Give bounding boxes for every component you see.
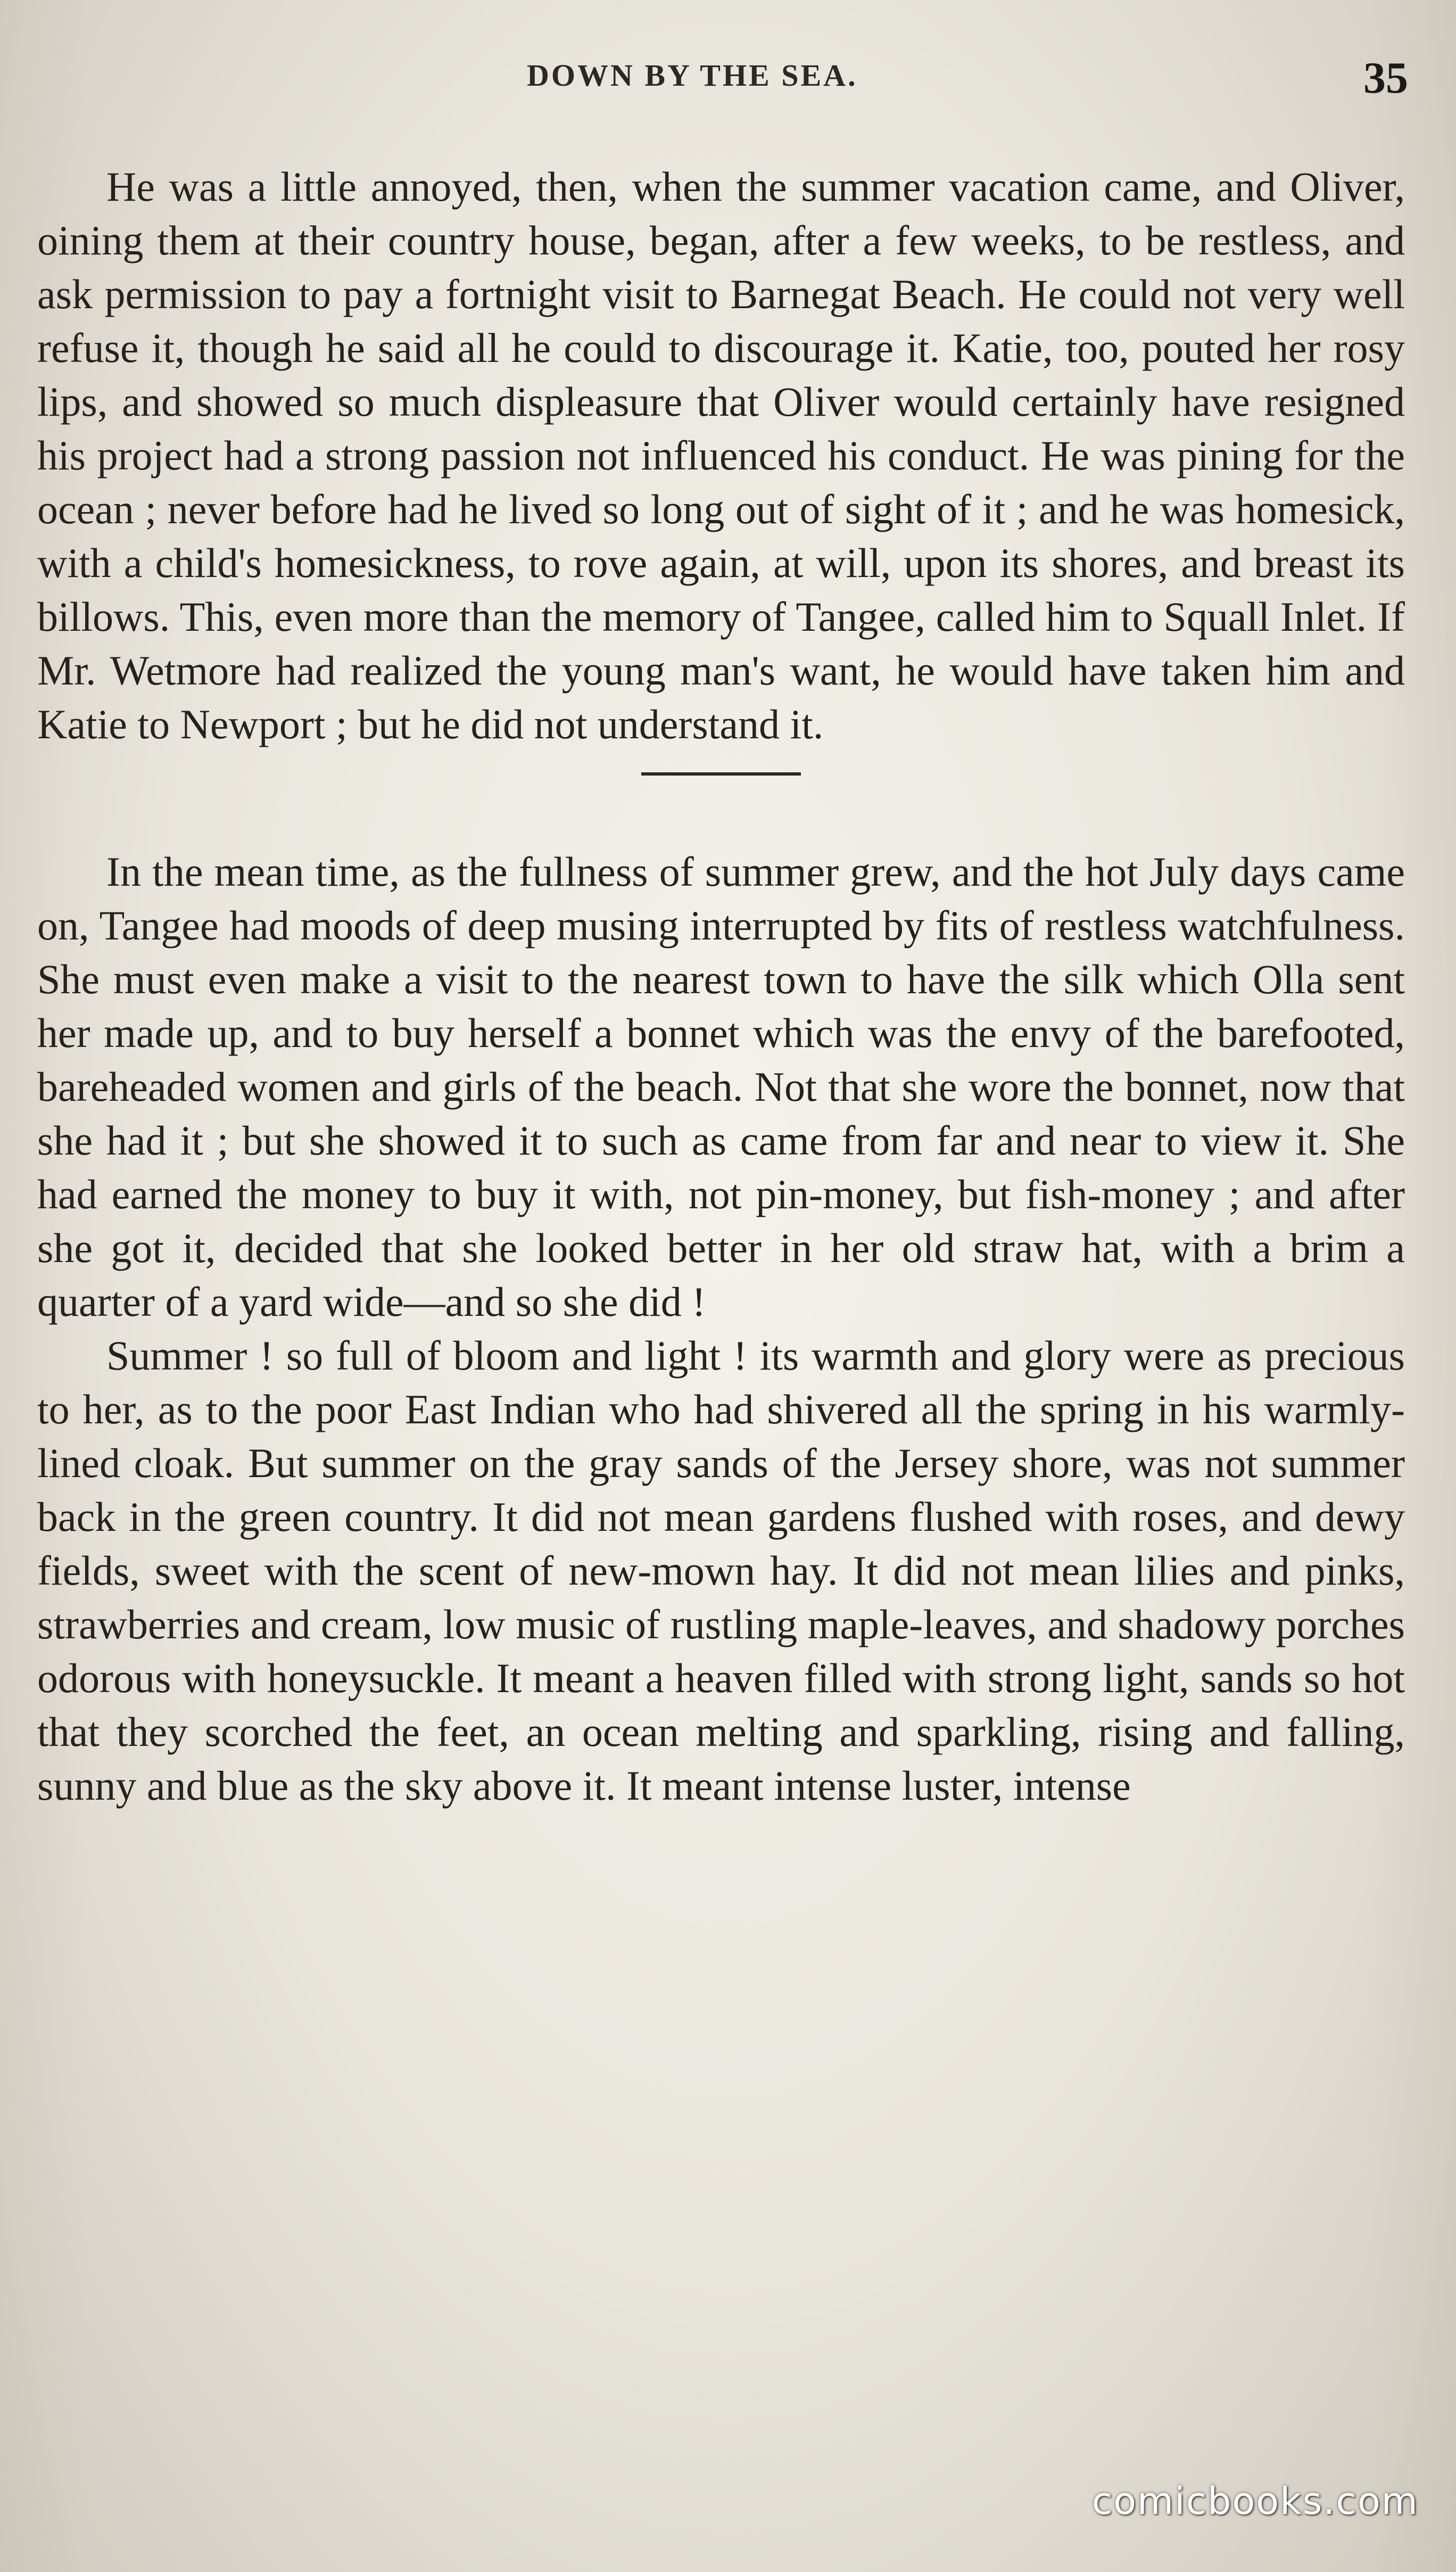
watermark-logo: comicbooks.com: [1091, 2479, 1419, 2523]
page-header: [0, 52, 1456, 111]
running-head: DOWN BY THE SEA.: [527, 58, 858, 93]
paragraph-1: He was a little annoyed, then, when the summer vacation came, and Oliver, oining them at their country house, began, after a few weeks, to be restless, and ask permission to pay a fortnight visit to Barnegat Beach. He could not very well refuse it, though he said all he could to discourage it. Katie, too, pouted her rosy lips, and showed so much displeasure that Oliver would certainly have resigned his project had a strong passion not influenced his conduct. He was pining for the ocean ; never before had he lived so long out of sight of it ; and he was homesick, with a child's homesickness, to rove again, at will, upon its shores, and breast its billows. This, even more than the memory of Tangee, called him to Squall Inlet. If Mr. Wetmore had realized the young man's want, he would have taken him and Katie to Newport ; but he did not understand it.: [37, 163, 1405, 747]
paragraph-2: In the mean time, as the fullness of summer grew, and the hot July days came on, Tangee had moods of deep musing interrupted by fits of restless watchfulness. She must even make a visit to the nearest town to have the silk which Olla sent her made up, and to buy herself a bonnet which was the envy of the barefooted, bareheaded women and girls of the beach. Not that she wore the bonnet, now that she had it ; but she showed it to such as came from far and near to view it. She had earned the money to buy it with, not pin-money, but fish-money ; and after she got it, decided that she looked better in her old straw hat, with a brim a quarter of a yard wide—and so she did !: [37, 848, 1405, 1325]
section-break-rule: [641, 772, 801, 776]
page-number: 35: [1363, 53, 1408, 103]
body-text: [37, 160, 1405, 1812]
paragraph-3: Summer ! so full of bloom and light ! its warmth and glory were as precious to her, as to the poor East Indian who had shivered all the spring in his warmly-lined cloak. But summer on the gray sands of the Jersey shore, was not summer back in the green country. It did not mean gardens flushed with roses, and dewy fields, sweet with the scent of new-mown hay. It did not mean lilies and pinks, strawberries and cream, low music of rustling maple-leaves, and shadowy porches odorous with honeysuckle. It meant a heaven filled with strong light, sands so hot that they scorched the feet, an ocean melting and sparkling, rising and falling, sunny and blue as the sky above it. It meant intense luster, intense: [37, 1332, 1405, 1809]
